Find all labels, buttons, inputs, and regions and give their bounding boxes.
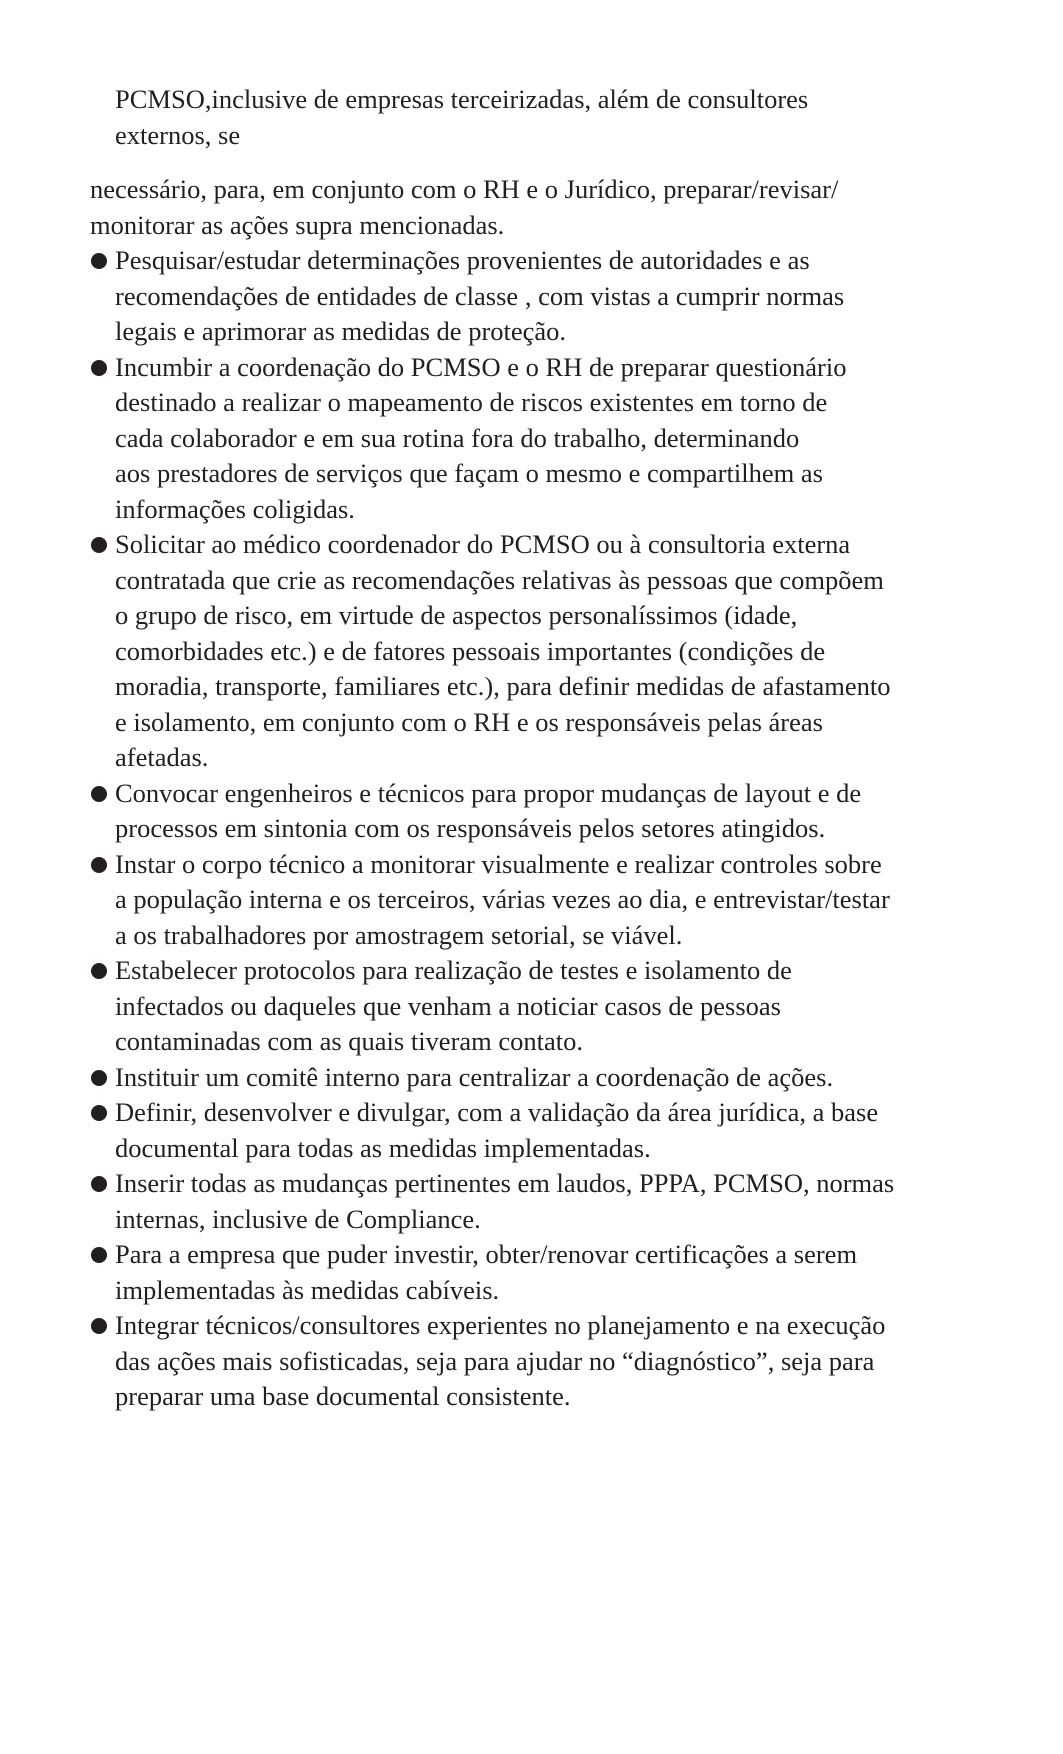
bullet-dot-icon xyxy=(91,1318,107,1334)
bullet-item xyxy=(88,776,993,847)
bullet-dot-icon xyxy=(91,963,107,979)
bullet-item xyxy=(88,847,993,954)
bullet-line: Pesquisar/estudar determinações provenientes de autoridades e as xyxy=(115,245,810,275)
bullet-line: contaminadas com as quais tiveram contato. xyxy=(115,1026,584,1056)
bullet-line: recomendações de entidades de classe , com vistas a cumprir normas xyxy=(115,280,845,311)
bullet-line: Integrar técnicos/consultores experientes no planejamento e na execução xyxy=(115,1310,886,1340)
intro-paragraph xyxy=(115,82,975,153)
bullet-line: legais e aprimorar as medidas de proteção. xyxy=(115,316,567,346)
bullet-item xyxy=(88,1060,993,1096)
continuation-line: monitorar as ações supra mencionadas. xyxy=(90,209,505,240)
bullet-line: afetadas. xyxy=(115,742,209,772)
bullet-dot-icon xyxy=(91,537,107,553)
bullet-line: infectados ou daqueles que venham a noticiar casos de pessoas xyxy=(115,990,781,1021)
bullet-dot-icon xyxy=(91,1176,107,1192)
bullet-line: destinado a realizar o mapeamento de riscos existentes em torno de xyxy=(115,387,828,417)
bullet-item xyxy=(88,1095,993,1166)
bullet-line: a os trabalhadores por amostragem setorial, se viável. xyxy=(115,919,683,950)
bullet-line: processos em sintonia com os responsáveis pelos setores atingidos. xyxy=(115,813,826,843)
bullet-line: informações coligidas. xyxy=(115,493,355,524)
bullet-item xyxy=(88,527,993,776)
bullet-item xyxy=(88,1308,993,1415)
bullet-item xyxy=(88,350,993,528)
bullet-line: Inserir todas as mudanças pertinentes em laudos, PPPA, PCMSO, normas xyxy=(115,1168,895,1198)
bullet-dot-icon xyxy=(91,360,107,376)
bullet-dot-icon xyxy=(91,1105,107,1121)
bullet-line: e isolamento, em conjunto com o RH e os responsáveis pelas áreas xyxy=(115,706,823,737)
continuation-paragraph xyxy=(90,172,990,243)
bullet-dot-icon xyxy=(91,857,107,873)
bullet-line: comorbidades etc.) e de fatores pessoais importantes (condições de xyxy=(115,635,826,666)
bullet-list xyxy=(88,243,993,1415)
bullet-line: Instituir um comitê interno para centralizar a coordenação de ações. xyxy=(115,1061,834,1092)
bullet-line: a população interna e os terceiros, várias vezes ao dia, e entrevistar/testar xyxy=(115,884,890,914)
bullet-line: cada colaborador e em sua rotina fora do trabalho, determinando xyxy=(115,422,800,453)
bullet-item xyxy=(88,1237,993,1308)
bullet-line: Para a empresa que puder investir, obter/renovar certificações a serem xyxy=(115,1239,858,1269)
bullet-item xyxy=(88,953,993,1060)
bullet-line: documental para todas as medidas implementadas. xyxy=(115,1132,651,1163)
bullet-dot-icon xyxy=(91,786,107,802)
bullet-line: aos prestadores de serviços que façam o mesmo e compartilhem as xyxy=(115,458,823,488)
bullet-dot-icon xyxy=(91,1070,107,1086)
bullet-line: contratada que crie as recomendações relativas às pessoas que compõem xyxy=(115,564,884,595)
bullet-line: Solicitar ao médico coordenador do PCMSO ou à consultoria externa xyxy=(115,529,851,559)
bullet-item xyxy=(88,1166,993,1237)
bullet-line: preparar uma base documental consistente. xyxy=(115,1381,571,1411)
intro-line: externos, se xyxy=(115,119,241,150)
bullet-line: Instar o corpo técnico a monitorar visualmente e realizar controles sobre xyxy=(115,848,882,879)
bullet-line: Convocar engenheiros e técnicos para propor mudanças de layout e de xyxy=(115,777,862,808)
bullet-dot-icon xyxy=(91,253,107,269)
bullet-dot-icon xyxy=(91,1247,107,1263)
continuation-line: necessário, para, em conjunto com o RH e o Jurídico, preparar/revisar/ xyxy=(90,174,839,204)
bullet-line: o grupo de risco, em virtude de aspectos personalíssimos (idade, xyxy=(115,600,798,630)
bullet-line: implementadas às medidas cabíveis. xyxy=(115,1274,500,1305)
bullet-line: Incumbir a coordenação do PCMSO e o RH de preparar questionário xyxy=(115,351,847,382)
intro-line: PCMSO,inclusive de empresas terceirizadas, além de consultores xyxy=(115,84,809,114)
bullet-line: internas, inclusive de Compliance. xyxy=(115,1203,481,1234)
bullet-item xyxy=(88,243,993,350)
bullet-line: moradia, transporte, familiares etc.), para definir medidas de afastamento xyxy=(115,671,891,701)
bullet-line: Definir, desenvolver e divulgar, com a validação da área jurídica, a base xyxy=(115,1097,879,1127)
bullet-line: Estabelecer protocolos para realização de testes e isolamento de xyxy=(115,955,792,985)
bullet-line: das ações mais sofisticadas, seja para ajudar no “diagnóstico”, seja para xyxy=(115,1345,875,1376)
